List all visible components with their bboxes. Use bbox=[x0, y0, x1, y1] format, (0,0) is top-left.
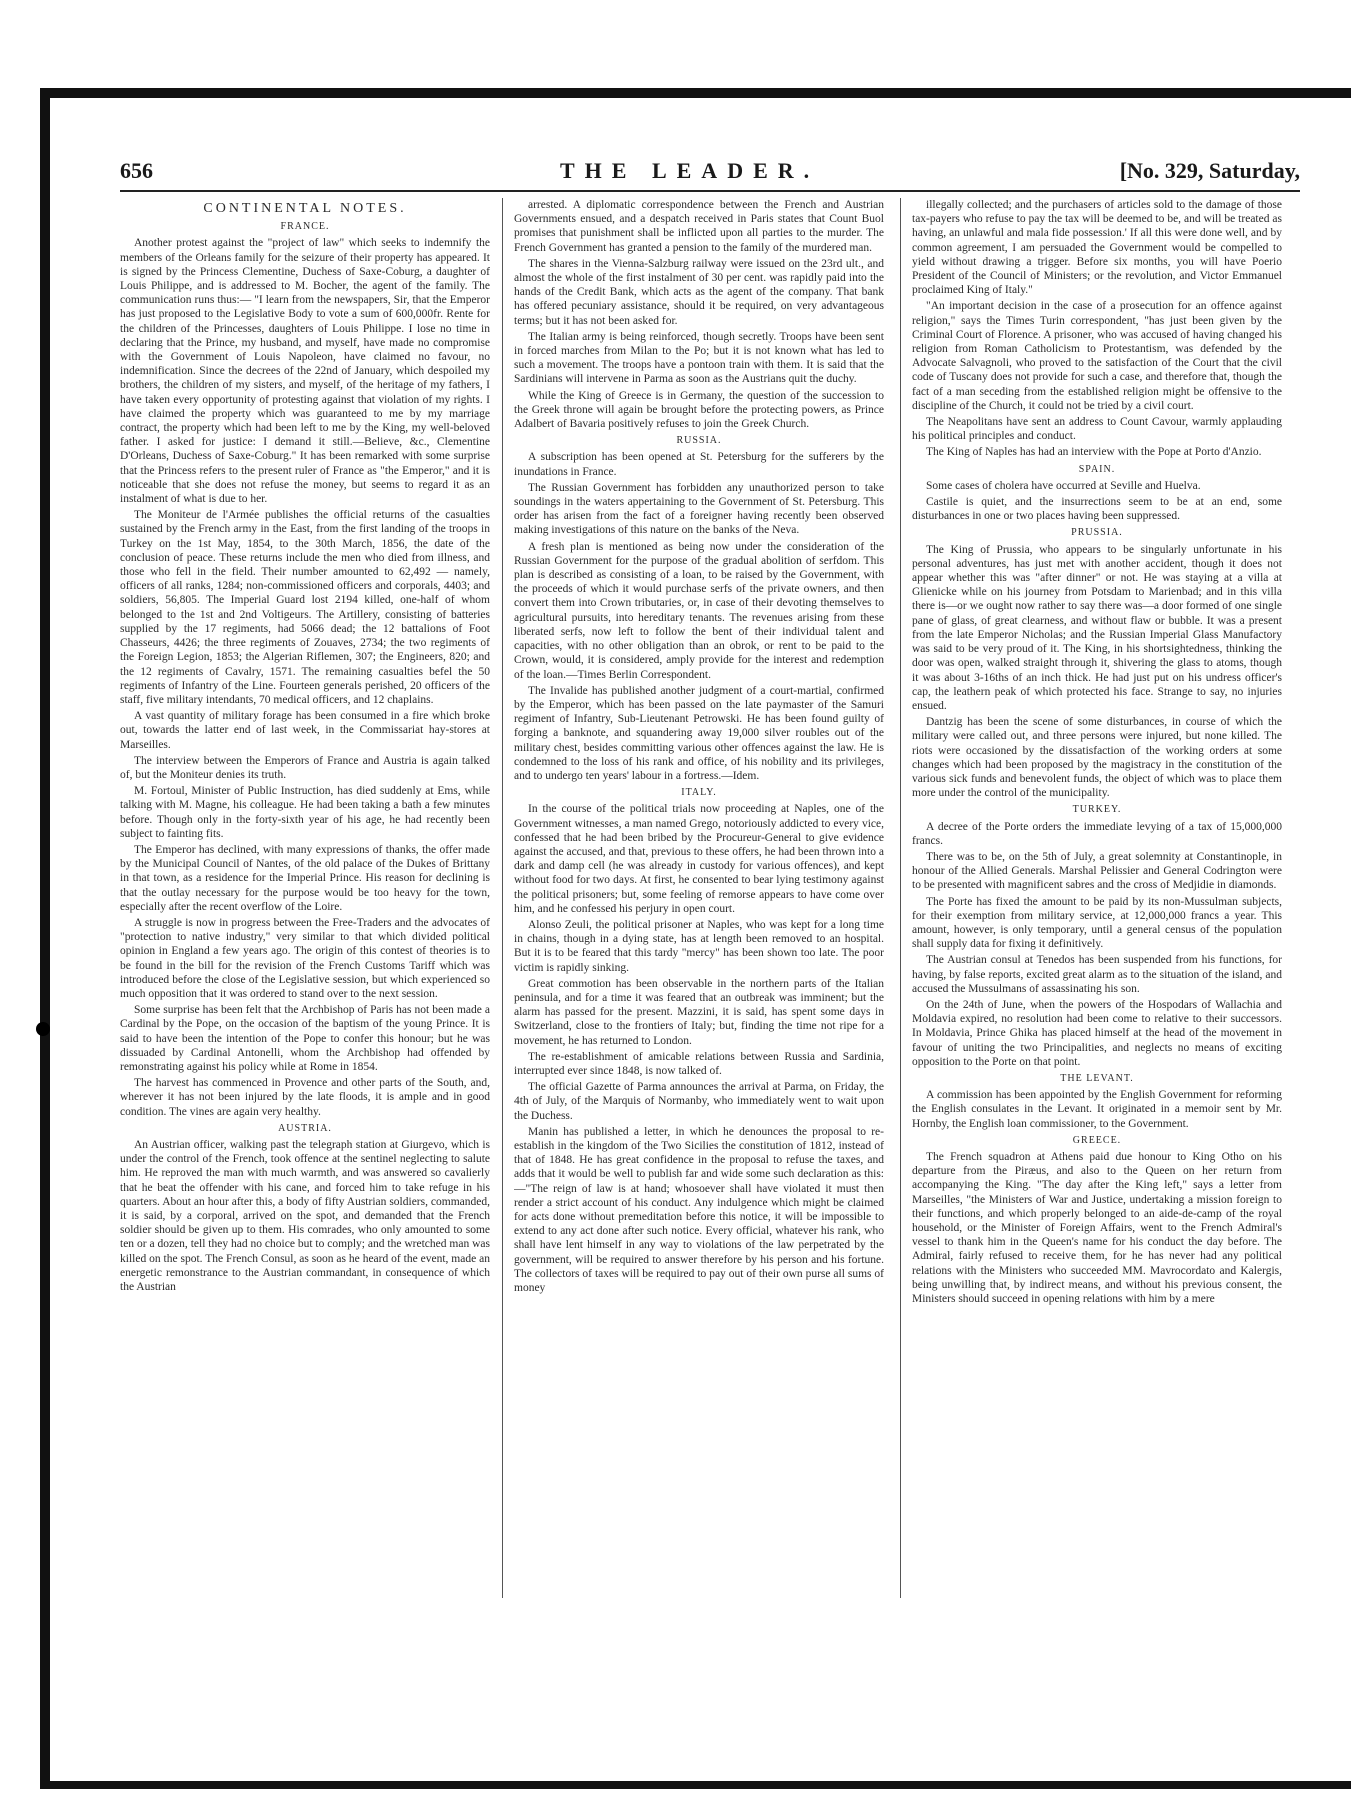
subheading-levant: THE LEVANT. bbox=[1060, 1072, 1134, 1084]
paragraph: A subscription has been opened at St. Petersburg for the sufferers by the inundations in France. bbox=[514, 451, 884, 478]
paragraph: The King of Prussia, who appears to be singularly unfortunate in his personal adventures, has just met with another accident, though it does not appear whether this was "after dinner" or not. He was staying at a villa at Glienicke while on his journey from Potsdam to Marienbad; and in this villa there is—or we ought now rather to say there was—a door formed of one single pane of glass, of great clearness, and without flaw or bubble. It was a present from the late Emperor Nicholas; and the Russian Imperial Glass Manufactory was said to be very proud of it. The King, in his shortsightedness, thinking the door was open, walked straight through it, shivering the glass to atoms, though it was about 3-16ths of an inch thick. He had just put on his undress officer's cap, the leathern peak of which protected his face. Strange to say, no injuries ensued. bbox=[912, 543, 1282, 712]
paragraph: Manin has published a letter, in which he denounces the proposal to re-establish in the kingdom of the Two Sicilies the constitution of 1812, instead of that of 1848. He has great confidence in the proposal to refuse the taxes, and adds that it would be well to publish far and wide some such declaration as this:—"The reign of law is at hand; whosoever shall have violated it must then render a strict account of his conduct. Any indulgence which might be claimed for acts done without premeditation before this notice, it will be impossible to extend to any act done after such notice. Every official, whatever his rank, who shall have lent himself in any way to violations of the law perpetrated by the government, will be required to answer therefore by his person and his fortune. The collectors of taxes will be required to pay out of their own purse all sums of money bbox=[514, 1125, 884, 1295]
issue-info: [No. 329, Saturday, bbox=[1119, 158, 1300, 183]
masthead bbox=[120, 150, 1300, 192]
paragraph: There was to be, on the 5th of July, a great solemnity at Constantinople, in honour of the Allied Generals. Marshal Pelissier and General Codrington were to be presented with magnificent sabres and the cross of Medjidie in diamonds. bbox=[912, 850, 1282, 892]
paragraph: Great commotion has been observable in the northern parts of the Italian peninsula, and for a time it was feared that an outbreak was imminent; but the alarm has passed for the present. Mazzini, it is said, has spent some days in Switzerland, close to the frontiers of Italy; but, finding the time not ripe for a movement, he has returned to London. bbox=[514, 977, 884, 1047]
scan-border-top bbox=[40, 88, 1351, 98]
scan-border-left bbox=[40, 88, 50, 1788]
subheading-russia: RUSSIA. bbox=[676, 435, 722, 447]
paragraph: Some cases of cholera have occurred at Seville and Huelva. bbox=[926, 479, 1201, 492]
paragraph: The interview between the Emperors of France and Austria is again talked of, but the Moniteur denies its truth. bbox=[120, 754, 490, 781]
paragraph: The French squadron at Athens paid due honour to King Otho on his departure from the Piræus, and also to the Queen on her return from accompanying the King. "The day after the King left," says a letter from Marseilles, "the Ministers of War and Justice, undertaking a mission foreign to their functions, and which properly belonged to an aide-de-camp of the royal household, or the Minister of Foreign Affairs, went to the French Admiral's vessel to thank him in the Queen's name for his conduct the day before. The Admiral, fairly refused to receive them, for he has never had any political relations with the Ministers who succeeded MM. Mavrocordato and Kalergis, being unwilling that, by indirect means, and without his previous consent, the Ministers should succeed in opening relations with him by a mere bbox=[912, 1151, 1282, 1306]
paragraph: A vast quantity of military forage has been consumed in a fire which broke out, towards the latter end of last week, in the Commissariat hay-stores at Marseilles. bbox=[120, 710, 490, 751]
paragraph: The official Gazette of Parma announces the arrival at Parma, on Friday, the 4th of July, of the Marquis of Normanby, who immediately went to wait upon the Duchess. bbox=[514, 1081, 884, 1122]
column-rule bbox=[900, 198, 901, 1598]
column-rule bbox=[502, 198, 503, 1598]
paragraph: The shares in the Vienna-Salzburg railway were issued on the 23rd ult., and almost the whole of the first instalment of 30 per cent. was rapidly paid into the hands of the Credit Bank, which acts as the agent of the company. That bank has offered pecuniary assistance, should it be required, on very advantageous terms; but it has not been asked for. bbox=[514, 257, 884, 327]
paragraph: The Invalide has published another judgment of a court-martial, confirmed by the Emperor, which has been passed on the late paymaster of the Samuri regiment of Infantry, Sub-Lieutenant Petrowski. He has been found guilty of forging a banknote, and squandering away 19,000 silver roubles out of the military chest, besides committing various other offences against the law. He is condemned to the loss of his rank and office, of his nobility and its privileges, and to undergo ten years' labour in a fortress.—Idem. bbox=[514, 684, 884, 782]
paragraph: illegally collected; and the purchasers of articles sold to the damage of those tax-payers who refuse to pay the tax will be deemed to be, and will be treated as having, an unlawful and mala fide possession.' If all this were done well, and by common agreement, I am persuaded the Government would be compelled to yield without drawing a trigger. Before six months, you will have Poerio President of the Council of Ministers; or the revolution, and Victor Emmanuel proclaimed King of Italy." bbox=[912, 199, 1282, 297]
paragraph: A decree of the Porte orders the immediate levying of a tax of 15,000,000 francs. bbox=[912, 820, 1282, 847]
column-2 bbox=[514, 198, 884, 1598]
paragraph: While the King of Greece is in Germany, the question of the succession to the Greek throne will again be brought before the protecting powers, as Prince Adalbert of Bavaria positively refuses to join the Greek Church. bbox=[514, 389, 884, 431]
paragraph: The Emperor has declined, with many expressions of thanks, the offer made by the Municipal Council of Nantes, of the old palace of the Dukes of Brittany in that town, as a residence for the Imperial Prince. His reason for declining is that the outlay necessary for the purpose would be too heavy for the town, especially after the recent overflow of the Loire. bbox=[120, 843, 490, 913]
article-columns bbox=[120, 198, 1300, 1598]
paragraph: The King of Naples has had an interview with the Pope at Porto d'Anzio. bbox=[926, 446, 1262, 459]
paragraph: In the course of the political trials now proceeding at Naples, one of the Government witnesses, a man named Grego, notoriously addicted to every vice, confessed that he had been bribed by the Procureur-General to give evidence against the accused, and that, previous to these offers, he had been thrown into a dark and damp cell (he was already in custody for various offences), and kept without food for two days. At first, he consented to bear lying testimony against the political prisoners; but, some feeling of remorse appears to have come over him, and he confessed his perjury in open court. bbox=[514, 803, 884, 915]
paragraph: arrested. A diplomatic correspondence between the French and Austrian Governments ensued, and a despatch received in Paris states that Count Buol promises that punishment shall be inflicted upon all parties to the murder. The French Government has granted a pension to the family of the murdered man. bbox=[514, 199, 884, 254]
ink-blot bbox=[36, 1022, 50, 1036]
paragraph: The Austrian consul at Tenedos has been suspended from his functions, for having, by false reports, excited great alarm as to the situation of the island, and accused the Mussulmans of assassinating his son. bbox=[912, 954, 1282, 995]
subheading-prussia: PRUSSIA. bbox=[1071, 527, 1123, 539]
section-heading: CONTINENTAL NOTES. bbox=[203, 201, 407, 216]
paragraph: Dantzig has been the scene of some disturbances, in course of which the military were called out, and three persons were injured, but none killed. The riots were occasioned by the dissatisfaction of the working orders at some changes which had been proposed by the magistracy in the constitution of the various sick funds and benevolent funds, the object of which was to place them more under the control of the municipality. bbox=[912, 716, 1282, 800]
column-1 bbox=[120, 198, 490, 1598]
paper-title: THE LEADER. bbox=[560, 158, 820, 183]
paragraph: A fresh plan is mentioned as being now under the consideration of the Russian Government for the purpose of the gradual abolition of serfdom. This plan is described as consisting of a loan, to be raised by the Government, with the proceeds of which it would purchase serfs of the private owners, and then convert them into Crown tributaries, or, in case of their devoting themselves to agricultural pursuits, into hereditary tenants. The revenues arising from these liberated serfs, now left to follow the bent of their individual talent and capacities, with no other obligation than an obrok, or rent to be paid to the Crown, would, it is considered, amply provide for the interest and redemption of the loan.—Times Berlin Correspondent. bbox=[514, 540, 884, 681]
paragraph: On the 24th of June, when the powers of the Hospodars of Wallachia and Moldavia expired, no resolution had been come to relative to their successors. In Moldavia, Prince Ghika has placed himself at the head of the movement in favour of uniting the two Principalities, and neglects no means of exciting opposition to the Porte on that point. bbox=[912, 998, 1282, 1068]
paragraph: The Russian Government has forbidden any unauthorized person to take soundings in the waters appertaining to the Government of St. Petersburg. This order has arisen from the fact of a foreigner having recently been observed making investigations of this nature on the banks of the Neva. bbox=[514, 481, 884, 537]
subheading-spain: SPAIN. bbox=[1078, 463, 1116, 475]
paragraph: The Italian army is being reinforced, though secretly. Troops have been sent in forced marches from Milan to the Po; but it is not known what has led to such a movement. The troops have a pontoon train with them. It is said that the Sardinians will intervene in Parma as soon as the Austrians quit the duchy. bbox=[514, 330, 884, 386]
page-number: 656 bbox=[120, 158, 153, 183]
paragraph: The Neapolitans have sent an address to Count Cavour, warmly applauding his political principles and conduct. bbox=[912, 416, 1282, 443]
paragraph: A struggle is now in progress between the Free-Traders and the advocates of "protection to native industry," very similar to that which divided political opinion in England a few years ago. The origin of this contest of theories is to be found in the bill for the revision of the French Customs Tariff which was introduced before the close of the Legislative session, but which experienced so much opposition that it was ordered to stand over to the next session. bbox=[120, 916, 490, 1000]
newspaper-page bbox=[120, 150, 1300, 1770]
paragraph: The harvest has commenced in Provence and other parts of the South, and, wherever it has not been injured by the late floods, it is ample and in good condition. The vines are again very healthy. bbox=[120, 1077, 490, 1118]
paragraph: The Moniteur de l'Armée publishes the official returns of the casualties sustained by the French army in the East, from the first landing of the troops in Turkey on the 1st May, 1854, to the 30th March, 1856, the date of the conclusion of peace. These returns include the men who died from illness, and those who fell in the field. Their number amounted to 62,492 — namely, officers of all ranks, 1284; non-commissioned officers and corporals, 4403; and soldiers, 56,805. The Imperial Guard lost 2194 killed, one-half of whom belonged to the 1st and 2nd Voltigeurs. The Artillery, consisting of batteries supplied by the 17 regiments, had 5066 dead; the 12 battalions of Foot Chasseurs, 4426; the three regiments of Zouaves, 2734; the two regiments of the Foreign Legion, 1853; the Algerian Riflemen, 307; the Engineers, 820; and the 12 regiments of Cavalry, 1571. The remaining casualties befel the 50 regiments of Infantry of the Line. Fourteen generals perished, 20 officers of the staff, five military intendants, 70 medical officers, and 12 chaplains. bbox=[120, 509, 490, 706]
paragraph: M. Fortoul, Minister of Public Instruction, has died suddenly at Ems, while talking with M. Magne, his colleague. He had been taking a bath a few minutes before. Though only in the forty-sixth year of his age, he had recently been subject to fainting fits. bbox=[120, 785, 490, 840]
subheading-italy: ITALY. bbox=[681, 787, 717, 799]
paragraph: Castile is quiet, and the insurrections seem to be at an end, some disturbances in one or two places having been suppressed. bbox=[912, 496, 1282, 523]
paragraph: A commission has been appointed by the English Government for reforming the English consulates in the Levant. It originated in a memoir sent by Mr. Hornby, the English loan commissioner, to the Government. bbox=[912, 1089, 1282, 1130]
subheading-france: FRANCE. bbox=[280, 221, 330, 233]
paragraph: Another protest against the "project of law" which seeks to indemnify the members of the Orleans family for the seizure of their property has appeared. It is signed by the Princess Clementine, Duchess of Saxe-Coburg, a daughter of Louis Philippe, and is addressed to M. Bocher, the agent of the family. The communication runs thus:— "I learn from the newspapers, Sir, that the Emperor has just proposed to the Legislative Body to vote a sum of 600,000fr. Rente for the children of the Princesses, daughters of Louis Philippe. I lose no time in declaring that the Prince, my husband, and myself, have made no compromise with the Government of Louis Napoleon, have claimed no favour, no indemnification. Since the decrees of the 22nd of January, which despoiled my brothers, the children of my sisters, and myself, of the heritage of my fathers, I have taken every opportunity of protesting against that violation of my rights. I have claimed the property which was guaranteed to me by my marriage contract, the property which had been left to me by the King, my well-beloved father. I asked for justice: I demand it still.—Believe, &c., Clementine D'Orleans, Duchess of Saxe-Coburg." It has been remarked with some surprise that the Princess refers to the present ruler of France as "the Emperor," and it is noticeable that she does not refuse the money, but seems to regard it as an instalment of what is due to her. bbox=[120, 237, 490, 506]
scan-border-bottom bbox=[40, 1781, 1351, 1789]
paragraph: Some surprise has been felt that the Archbishop of Paris has not been made a Cardinal by the Pope, on the occasion of the baptism of the young Prince. It is said to have been the intention of the Pope to confer this honour; but he was dissuaded by Cardinal Antonelli, whom the Archbishop had offended by remonstrating against his policy while at Rome in 1854. bbox=[120, 1004, 490, 1073]
paragraph: "An important decision in the case of a prosecution for an offence against religion," says the Times Turin correspondent, "has just been given by the Criminal Court of Florence. A prisoner, who was accused of having changed his religion from Roman Catholicism to Protestantism, was defended by the Advocate Salvagnoli, who proved to the satisfaction of the Court that the civil code of Tuscany does not provide for such a case, and therefore that, though the fact of a man seceding from the established religion might be offensive to the discipline of the Church, it could not be tried by a civil court. bbox=[912, 300, 1282, 412]
paragraph: The re-establishment of amicable relations between Russia and Sardinia, interrupted ever since 1848, is now talked of. bbox=[514, 1050, 884, 1077]
subheading-turkey: TURKEY. bbox=[1072, 804, 1122, 816]
subheading-austria: AUSTRIA. bbox=[278, 1122, 332, 1134]
column-3 bbox=[912, 198, 1282, 1598]
subheading-greece: GREECE. bbox=[1072, 1134, 1122, 1146]
blank-margin bbox=[120, 1610, 1300, 1760]
paragraph: An Austrian officer, walking past the telegraph station at Giurgevo, which is under the control of the French, took offence at the sentinel neglecting to salute him. He reproved the man with much warmth, and was answered so cavalierly that he beat the offender with his cane, and forced him to take refuge in his quarters. About an hour after this, a body of fifty Austrian soldiers, commanded, it is said, by a corporal, arrived on the spot, and demanded that the French soldier should be given up to them. His comrades, who only amounted to some ten or a dozen, tell they had no choice but to comply; and the wretched man was killed on the spot. The French Consul, as soon as he heard of the event, made an energetic remonstrance to the Austrian commandant, in consequence of which the Austrian bbox=[120, 1139, 490, 1294]
paragraph: The Porte has fixed the amount to be paid by its non-Mussulman subjects, for their exemption from military service, at 12,000,000 francs a year. This amount, however, is only temporary, until a general census of the population shall supply data for fixing it definitively. bbox=[912, 895, 1282, 951]
paragraph: Alonso Zeuli, the political prisoner at Naples, who was kept for a long time in chains, though in a dying state, has at length been removed to an hospital. But it is to be feared that this tardy "mercy" has been shown too late. The poor victim is rapidly sinking. bbox=[514, 918, 884, 974]
